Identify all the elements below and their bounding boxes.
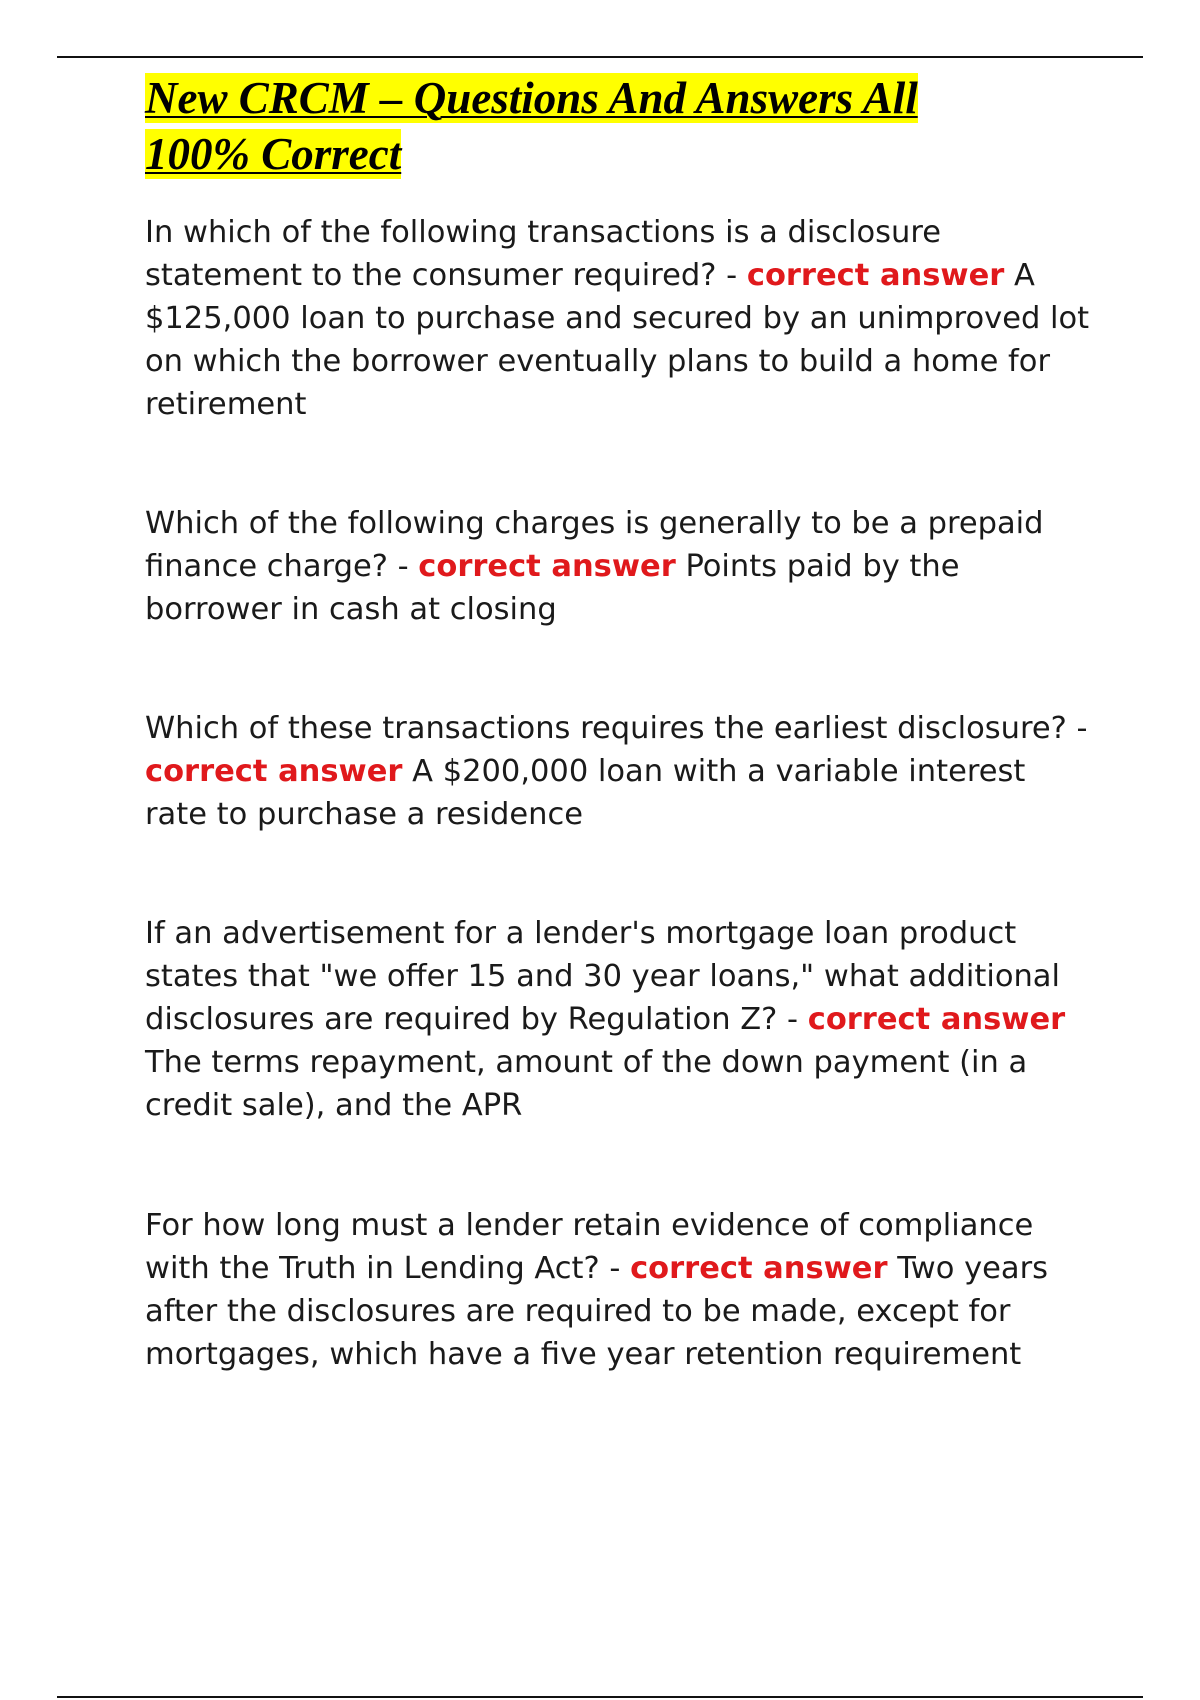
answer-label: correct answer [807,1002,1066,1037]
header-rule [57,56,1143,58]
qa-item [145,211,1095,426]
answer-text: The terms repayment, amount of the down payment (in a credit sale), and the APR [145,1045,1028,1123]
answer-label: correct answer [418,549,676,584]
question-text: If an advertisement for a lender's mortgage loan product states that "we offer 15 and 30 year loans," what additional disclosures are required by Regulation Z? - [145,916,1060,1037]
answer-text: A $200,000 loan with a variable interest rate to purchase a residence [145,754,1026,832]
qa-item [145,1204,1095,1376]
document-title [145,70,1005,182]
question-text: Which of the following charges is generally to be a prepaid finance charge? - [145,506,1044,584]
title-line-1: New CRCM – Questions And Answers All [145,73,918,123]
footer-rule [57,1696,1143,1698]
qa-item [145,912,1095,1127]
answer-label: correct answer [145,754,403,789]
qa-item [145,502,1095,631]
answer-label: correct answer [746,258,1005,293]
answer-text: Two years after the disclosures are required to be made, except for mortgages, which have a five year retention requirement [145,1251,1049,1372]
question-text: In which of the following transactions is a disclosure statement to the consumer required? - [145,215,942,293]
title-line-2: 100% Correct [145,129,402,179]
answer-text: A $125,000 loan to purchase and secured by an unimproved lot on which the borrower eventually plans to build a home for retirement [145,258,1090,422]
question-text: Which of these transactions requires the earliest disclosure? - [145,711,1088,746]
answer-label: correct answer [630,1251,888,1286]
qa-item [145,707,1095,836]
question-text: For how long must a lender retain evidence of compliance with the Truth in Lending Act? - [145,1208,1034,1286]
answer-text: Points paid by the borrower in cash at closing [145,549,960,627]
